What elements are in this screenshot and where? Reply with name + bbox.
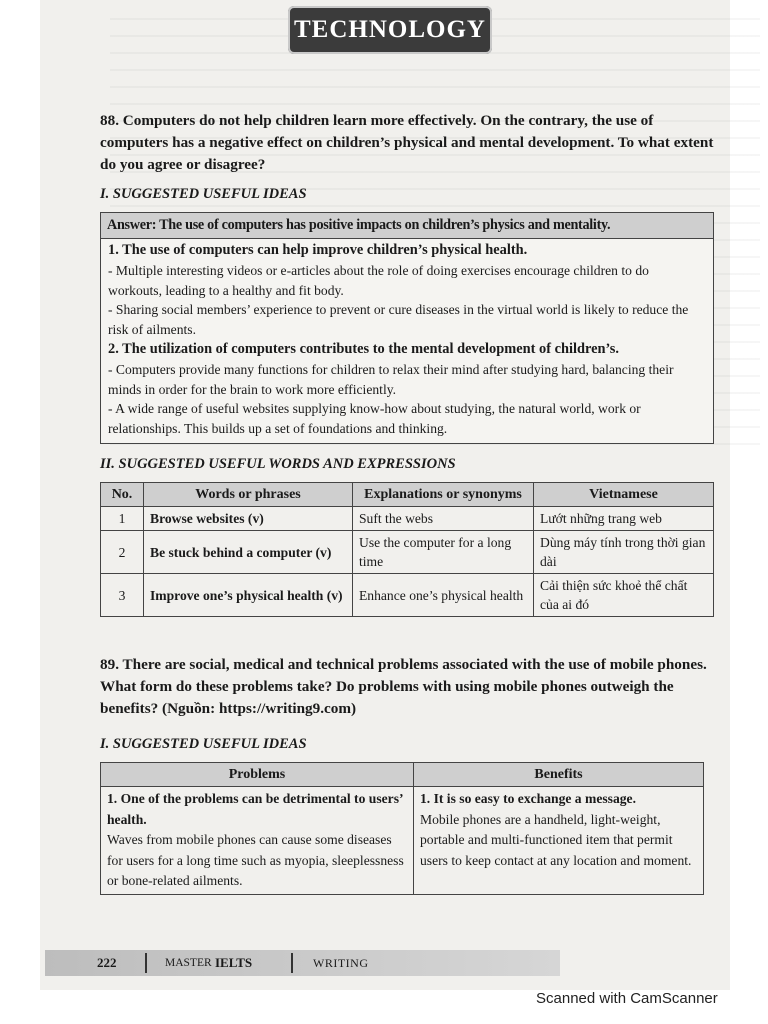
answer-line: Answer: The use of computers has positive impacts on children’s physics and mentality. <box>101 213 713 239</box>
table-row <box>101 574 714 617</box>
benefit-title: 1. It is so easy to exchange a message. <box>420 791 636 806</box>
book-prefix: MASTER <box>165 957 212 969</box>
suggested-ideas-heading: I. SUGGESTED USEFUL IDEAS <box>100 186 307 202</box>
row-explanation: Enhance one’s physical health <box>353 574 534 617</box>
header-explanations: Explanations or synonyms <box>353 483 534 507</box>
row-vietnamese: Dùng máy tính trong thời gian dài <box>534 531 714 574</box>
page-footer <box>45 950 560 976</box>
useful-words-heading: II. SUGGESTED USEFUL WORDS AND EXPRESSIONS <box>100 456 456 472</box>
row-vietnamese: Lướt những trang web <box>534 507 714 531</box>
row-number: 3 <box>101 574 144 617</box>
row-number: 1 <box>101 507 144 531</box>
table-row <box>101 507 714 531</box>
problem-title: 1. One of the problems can be detrimental to users’ health. <box>107 791 403 827</box>
benefit-text: Mobile phones are a handheld, light-weight, portable and multi-functioned item that permit users to keep contact at any location and moment. <box>420 811 692 868</box>
header-words: Words or phrases <box>144 483 353 507</box>
book-brand: IELTS <box>215 955 253 970</box>
problem-text: Waves from mobile phones can cause some diseases for users for a long time such as myopia, sleeplessness or bone-related ailments. <box>107 832 404 888</box>
point-1-title: 1. The use of computers can help improve children’s physical health. <box>108 242 528 258</box>
problem-cell <box>101 787 414 895</box>
page-number: 222 <box>97 955 117 970</box>
question-88: 88. Computers do not help children learn more effectively. On the contrary, the use of computers has a negative effect on children’s physical and mental development. To what extent do you agree or disagree? <box>100 112 714 173</box>
header-vietnamese: Vietnamese <box>534 483 714 507</box>
scanner-watermark: Scanned with CamScanner <box>536 990 718 1007</box>
header-no: No. <box>101 483 144 507</box>
row-number: 2 <box>101 531 144 574</box>
section-label: WRITING <box>313 956 369 970</box>
table-header-row <box>101 763 704 787</box>
row-phrase: Be stuck behind a computer (v) <box>144 531 353 574</box>
table-row <box>101 787 704 895</box>
point-2-detail-b: - A wide range of useful websites supplying know-how about studying, the natural world, work or relationships. This builds up a set of foundations and thinking. <box>108 401 641 437</box>
problems-benefits-table <box>100 762 704 895</box>
table-row <box>101 531 714 574</box>
row-explanation: Suft the webs <box>353 507 534 531</box>
row-phrase: Improve one’s physical health (v) <box>144 574 353 617</box>
header-problems: Problems <box>101 763 414 787</box>
table-header-row <box>101 483 714 507</box>
point-1-detail-a: - Multiple interesting videos or e-articles about the role of doing exercises encourage children to do workouts, leading to a healthy and fit body. <box>108 262 649 298</box>
footer-divider <box>291 953 293 973</box>
suggested-ideas-heading-2: I. SUGGESTED USEFUL IDEAS <box>100 736 307 752</box>
point-2-detail-a: - Computers provide many functions for children to relax their mind after studying hard, balancing their minds in order for the brain to work more efficiently. <box>108 361 674 397</box>
row-vietnamese: Cải thiện sức khoẻ thể chất của ai đó <box>534 574 714 617</box>
benefit-cell <box>414 787 704 895</box>
section-banner: TECHNOLOGY <box>288 6 492 54</box>
answer-box <box>100 212 714 444</box>
header-benefits: Benefits <box>414 763 704 787</box>
point-1-detail-b: - Sharing social members’ experience to prevent or cure diseases in the virtual world is likely to reduce the risk of ailments. <box>108 302 689 338</box>
row-explanation: Use the computer for a long time <box>353 531 534 574</box>
row-phrase: Browse websites (v) <box>144 507 353 531</box>
footer-divider <box>145 953 147 973</box>
point-2-title: 2. The utilization of computers contributes to the mental development of children’s. <box>108 340 619 357</box>
question-89: 89. There are social, medical and technical problems associated with the use of mobile phones. What form do these problems take? Do problems with using mobile phones outweigh the benefits? (Nguồn: https://writing9.com) <box>100 656 707 717</box>
vocabulary-table <box>100 482 714 617</box>
